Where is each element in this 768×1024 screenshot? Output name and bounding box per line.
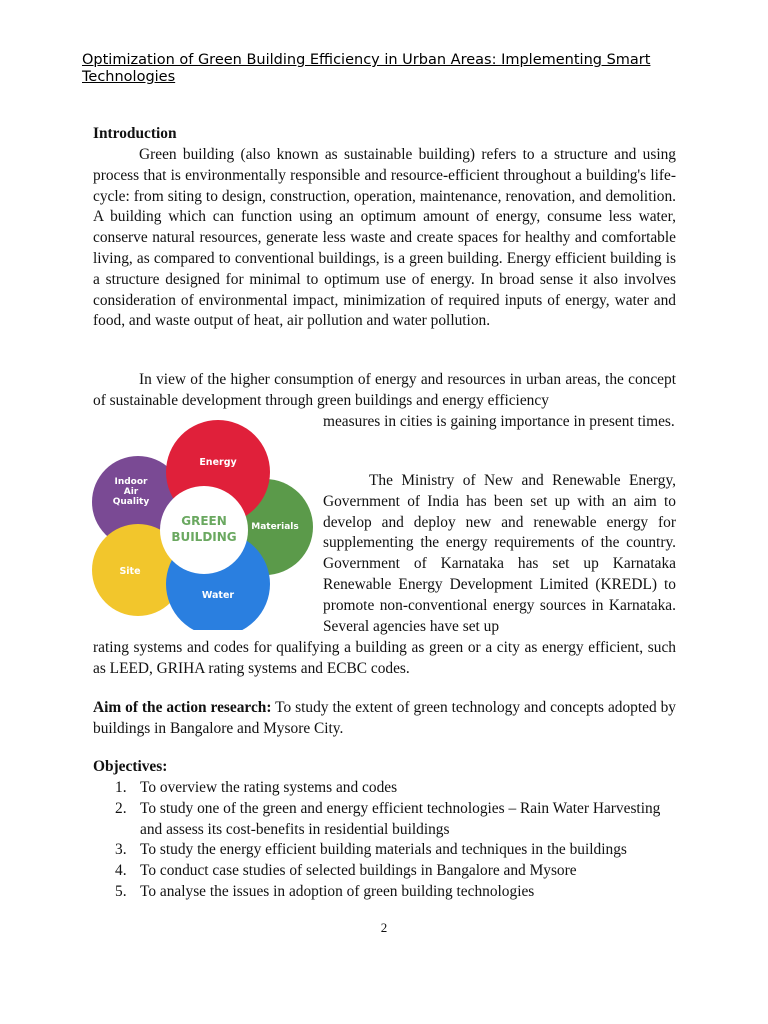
- green-building-diagram: [90, 420, 320, 630]
- objective-number: 5.: [115, 882, 127, 900]
- objective-text: To study one of the green and energy efficient technologies – Rain Water Harvesting and assess its cost-benefits in residential buildings: [140, 799, 661, 838]
- objective-number: 2.: [115, 799, 127, 817]
- energy-label: Energy: [199, 457, 237, 468]
- objective-text: To analyse the issues in adoption of green building technologies: [140, 882, 535, 900]
- indoor-label-line2: Air: [123, 487, 139, 497]
- objective-text: To overview the rating systems and codes: [140, 779, 398, 796]
- indoor-label-line3: Quality: [112, 497, 150, 507]
- intro-paragraph-2-wrap: measures in cities is gaining importance in present times.: [323, 413, 675, 430]
- objective-text: To conduct case studies of selected buildings in Bangalore and Mysore: [140, 862, 577, 880]
- aim-text: To study the extent of green technology and concepts adopted by buildings in Bangalore and Mysore City.: [93, 699, 676, 737]
- aim-label: Aim of the action research:: [93, 699, 272, 716]
- objective-number: 1.: [115, 779, 127, 796]
- objective-item: [93, 778, 678, 799]
- page-title: Optimization of Green Building Efficiency in Urban Areas: Implementing Smart Technologies: [82, 52, 651, 85]
- objective-item: [93, 882, 678, 903]
- objective-number: 3.: [115, 841, 127, 859]
- objectives-list: [93, 778, 678, 903]
- indoor-label-line1: Indoor: [114, 477, 148, 487]
- intro-paragraph-3-end: rating systems and codes for qualifying a building as green or a city as energy efficient, such as LEED, GRIHA rating systems and ECBC codes.: [93, 639, 676, 677]
- page-number: 2: [380, 920, 388, 935]
- aim-paragraph: [93, 698, 676, 740]
- objective-number: 4.: [115, 862, 127, 880]
- objectives-heading: Objectives:: [93, 758, 168, 775]
- objective-text: To study the energy efficient building materials and techniques in the buildings: [140, 841, 627, 859]
- introduction-heading: Introduction: [93, 125, 177, 142]
- intro-paragraph-1: Green building (also known as sustainable building) refers to a structure and using process that is environmentally responsible and resource-efficient throughout a building's life-cycle: from siting to design, construction, operation, maintenance, renovation, and demolition. A building which can function using an optimum amount of energy, consume less water, conserve natural resources, generate less waste and create spaces for healthy and comfortable living, as compared to conventional buildings, is a green building. Energy efficient building is a structure designed for minimal to optimum use of energy. In broad sense it also involves consideration of environmental impact, minimization of required inputs of energy, water and food, and waste output of heat, air pollution and water pollution.: [93, 146, 676, 330]
- center-label-line2: BUILDING: [171, 530, 237, 544]
- site-label: Site: [119, 566, 141, 577]
- intro-paragraph-3-wrap: The Ministry of New and Renewable Energy, Government of India has been set up with an aim to develop and deploy new and renewable energy for supplementing the energy requirements of the country. Government of Karnataka has set up Karnataka Renewable Energy Development Limited (KREDL) to promote non-conventional energy sources in Karnataka. Several agencies have set up: [323, 472, 676, 635]
- objective-item: [93, 799, 678, 841]
- center-label-line1: GREEN: [181, 514, 227, 528]
- intro-paragraph-2-start: In view of the higher consumption of energy and resources in urban areas, the concept of sustainable development through green buildings and energy efficiency: [93, 371, 676, 409]
- objective-item: [93, 840, 678, 861]
- objective-item: [93, 861, 678, 882]
- water-label: Water: [201, 590, 235, 601]
- materials-label: Materials: [251, 522, 299, 532]
